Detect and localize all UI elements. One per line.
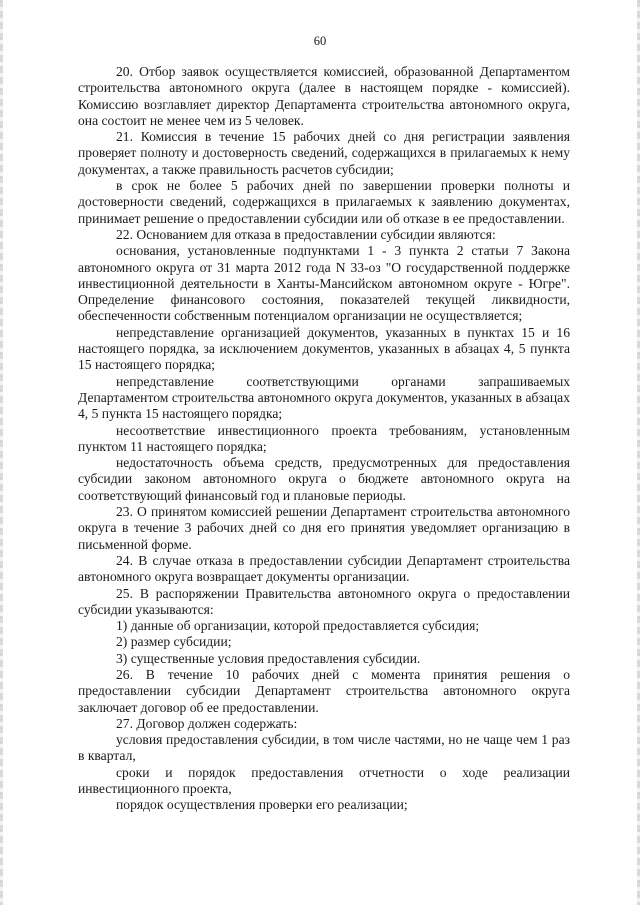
paragraph-21: 21. Комиссия в течение 15 рабочих дней со дня регистрации заявления проверяет полноту и достоверность сведений, содержащихся в прилагаемых к нему документах, а также правильность расчетов субсидии; — [78, 129, 570, 177]
paragraph-27: 27. Договор должен содержать: — [116, 715, 298, 731]
paragraph-27-conditions: условия предоставления субсидии, в том числе частями, но не чаще чем 1 раз в квартал, — [78, 732, 570, 764]
page-number: 60 — [313, 34, 327, 48]
scan-edge-left — [0, 0, 3, 905]
paragraph-22-mismatch: несоответствие инвестиционного проекта требованиям, установленным пунктом 11 настоящего порядка; — [78, 422, 570, 454]
paragraph-22: 22. Основанием для отказа в предоставлении субсидии являются: — [116, 226, 496, 242]
paragraph-25-item-3: 3) существенные условия предоставления субсидии. — [116, 650, 421, 666]
paragraph-27-reporting: сроки и порядок предоставления отчетности о ходе реализации инвестиционного проекта, — [78, 764, 570, 797]
paragraph-25: 25. В распоряжении Правительства автономного округа о предоставлении субсидии указываются: — [78, 585, 570, 617]
paragraph-20: 20. Отбор заявок осуществляется комиссией, образованной Департаментом строительства автономного округа (далее в настоящем порядке - комиссией). Комиссию возглавляет директор Департамента строительства автономного округа, она состоит не менее чем из 5 человек. — [78, 64, 570, 128]
paragraph-22-funds: недостаточность объема средств, предусмотренных для предоставления субсидии законом автономного округа о бюджете автономного округа на соответствующий финансовый год и плановые периоды. — [78, 455, 570, 503]
paragraph-25-item-2: 2) размер субсидии; — [116, 634, 232, 650]
paragraph-23: 23. О принятом комиссией решении Департамент строительства автономного округа в течение 3 рабочих дней со дня его принятия уведомляет организацию в письменной форме. — [78, 504, 570, 552]
paragraph-26: 26. В течение 10 рабочих дней с момента принятия решения о предоставлении субсидии Департамент строительства автономного округа заключает договор об ее предоставлении. — [78, 666, 570, 715]
document-body — [78, 64, 570, 814]
paragraph-22-documents: непредставление организацией документов, указанных в пунктах 15 и 16 настоящего порядка, за исключением документов, указанных в абзацах 4, 5 пункта 15 настоящего порядка; — [78, 324, 570, 373]
paragraph-22-authorities: непредставление соответствующими органами запрашиваемых Департаментом строительства автономного округа документов, указанных в абзацах 4, 5 пункта 15 настоящего порядка; — [78, 373, 570, 422]
paragraph-25-item-1: 1) данные об организации, которой предоставляется субсидия; — [116, 618, 480, 634]
paragraph-21-term: в срок не более 5 рабочих дней по завершении проверки полноты и достоверности сведений, содержащихся в прилагаемых к заявлению документах, принимает решение о предоставлении субсидии или об отказе в ее предоставлении. — [78, 178, 570, 226]
paragraph-22-grounds: основания, установленные подпунктами 1 - 3 пункта 2 статьи 7 Закона автономного округа от 31 марта 2012 года N 33-оз "О государственной поддержке инвестиционной деятельности в Ханты-Мансийском автономном округе - Югре". Определение финансового состояния, показателей текущей ликвидности, обеспеченности собственным потенциалом организации не осуществляется; — [78, 243, 570, 324]
paragraph-24: 24. В случае отказа в предоставлении субсидии Департамент строительства автономного округа возвращает документы организации. — [78, 552, 570, 585]
paragraph-27-verification: порядок осуществления проверки его реализации; — [116, 797, 408, 813]
